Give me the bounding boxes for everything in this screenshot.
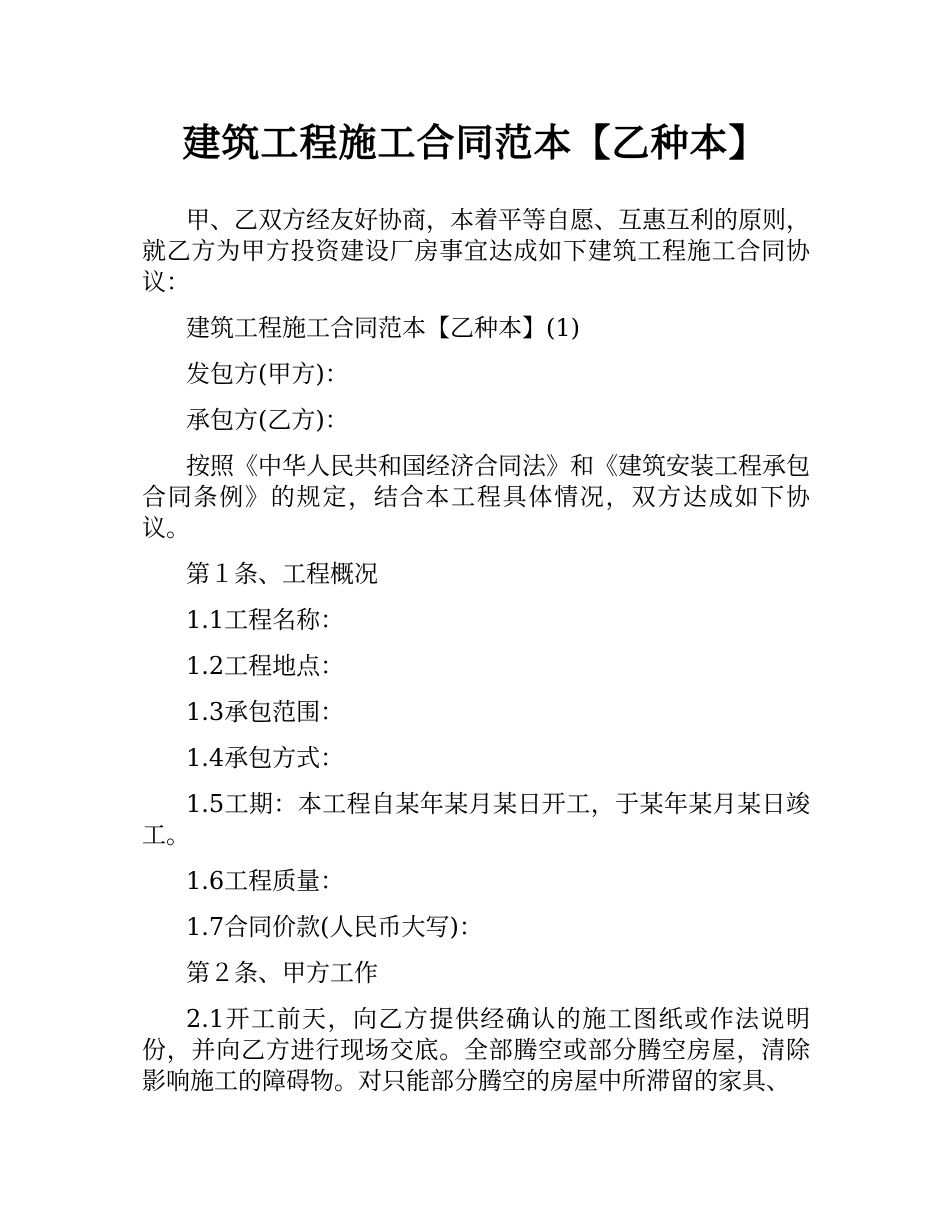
clause-1-1: 1.1工程名称： [186, 606, 345, 634]
heading-article-2: 第２条、甲方工作 [186, 959, 378, 987]
document-title: 建筑工程施工合同范本【乙种本】 [182, 121, 768, 165]
paragraph-contract-title: 建筑工程施工合同范本【乙种本】(1) [186, 314, 580, 342]
clause-1-3: 1.3承包范围： [186, 698, 345, 726]
clause-2-1: 2.1开工前天，向乙方提供经确认的施工图纸或作法说明份，并向乙方进行现场交底。全部腾空或部分腾空房屋，清除影响施工的障碍物。对只能部分腾空的房屋中所滞留的家具、 [142, 1005, 810, 1095]
clause-1-6: 1.6工程质量： [186, 867, 345, 895]
heading-article-1: 第１条、工程概况 [186, 560, 378, 588]
paragraph-legal-basis: 按照《中华人民共和国经济合同法》和《建筑安装工程承包合同条例》的规定，结合本工程具体情况，双方达成如下协议。 [142, 452, 810, 542]
clause-1-7: 1.7合同价款(人民币大写)： [186, 913, 483, 941]
clause-1-5: 1.5工期：本工程自某年某月某日开工，于某年某月某日竣工。 [142, 790, 810, 849]
paragraph-party-b: 承包方(乙方)： [186, 406, 349, 434]
clause-1-4: 1.4承包方式： [186, 744, 345, 772]
clause-1-2: 1.2工程地点： [186, 652, 345, 680]
document-body [142, 205, 810, 1112]
paragraph-intro: 甲、乙双方经友好协商，本着平等自愿、互惠互利的原则，就乙方为甲方投资建设厂房事宜达成如下建筑工程施工合同协议： [142, 206, 810, 296]
paragraph-party-a: 发包方(甲方)： [186, 360, 349, 388]
